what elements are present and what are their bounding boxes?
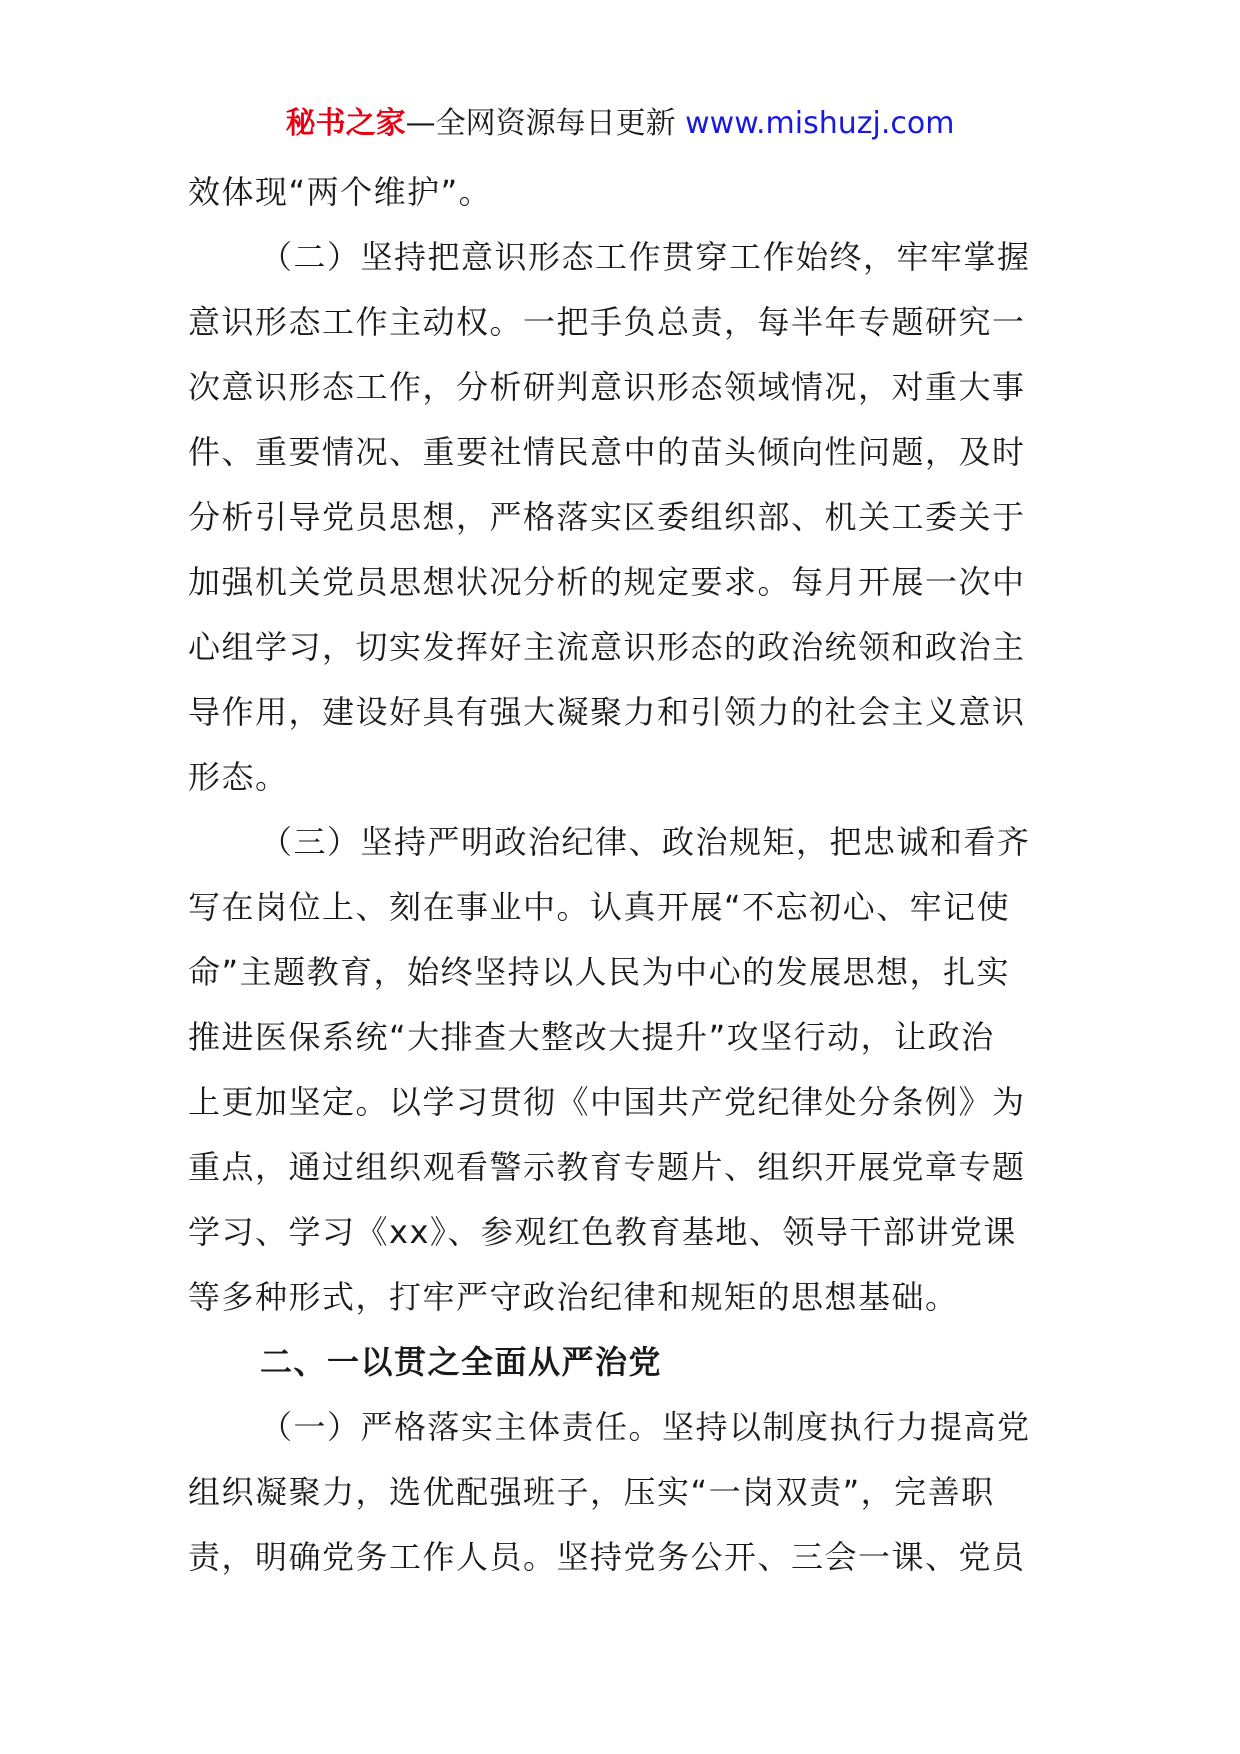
text-line: 上更加坚定。以学习贯彻《中国共产党纪律处分条例》为 (188, 1083, 1026, 1121)
text-line: 效体现“两个维护”。 (188, 173, 493, 211)
text-line: 推进医保系统“大排查大整改大提升”攻坚行动，让政治 (188, 1018, 995, 1056)
text-line: 等多种形式，打牢严守政治纪律和规矩的思想基础。 (188, 1278, 959, 1316)
paragraph-start: （三）坚持严明政治纪律、政治规矩，把忠诚和看齐 (260, 823, 1031, 861)
text-line: 导作用，建设好具有强大凝聚力和引领力的社会主义意识 (188, 693, 1026, 731)
paragraph-start: （二）坚持把意识形态工作贯穿工作始终，牢牢掌握 (260, 238, 1031, 276)
text-line: 件、重要情况、重要社情民意中的苗头倾向性问题，及时 (188, 433, 1026, 471)
text-line: 组织凝聚力，选优配强班子，压实“一岗双责”，完善职 (188, 1473, 995, 1511)
site-brand: 秘书之家 (285, 106, 406, 141)
site-tagline: —全网资源每日更新 (405, 106, 686, 141)
text-line: 意识形态工作主动权。一把手负总责，每半年专题研究一 (188, 303, 1026, 341)
text-line: 加强机关党员思想状况分析的规定要求。每月开展一次中 (188, 563, 1026, 601)
document-body (188, 160, 1052, 1590)
text-line: 责，明确党务工作人员。坚持党务公开、三会一课、党员 (188, 1538, 1026, 1576)
text-line: 次意识形态工作，分析研判意识形态领域情况，对重大事 (188, 368, 1026, 406)
text-line: 形态。 (188, 758, 289, 796)
text-line: 分析引导党员思想，严格落实区委组织部、机关工委关于 (188, 498, 1026, 536)
text-line: 命”主题教育，始终坚持以人民为中心的发展思想，扎实 (188, 953, 1011, 991)
site-header (0, 100, 1240, 148)
section-heading: 二、一以贯之全面从严治党 (260, 1343, 663, 1381)
text-line: 心组学习，切实发挥好主流意识形态的政治统领和政治主 (188, 628, 1026, 666)
paragraph-start: （一）严格落实主体责任。坚持以制度执行力提高党 (260, 1408, 1031, 1446)
text-line: 写在岗位上、刻在事业中。认真开展“不忘初心、牢记使 (188, 888, 1011, 926)
text-line: 学习、学习《xx》、参观红色教育基地、领导干部讲党课 (188, 1213, 1017, 1251)
text-line: 重点，通过组织观看警示教育专题片、组织开展党章专题 (188, 1148, 1026, 1186)
site-url[interactable]: www.mishuzj.com (685, 106, 955, 141)
